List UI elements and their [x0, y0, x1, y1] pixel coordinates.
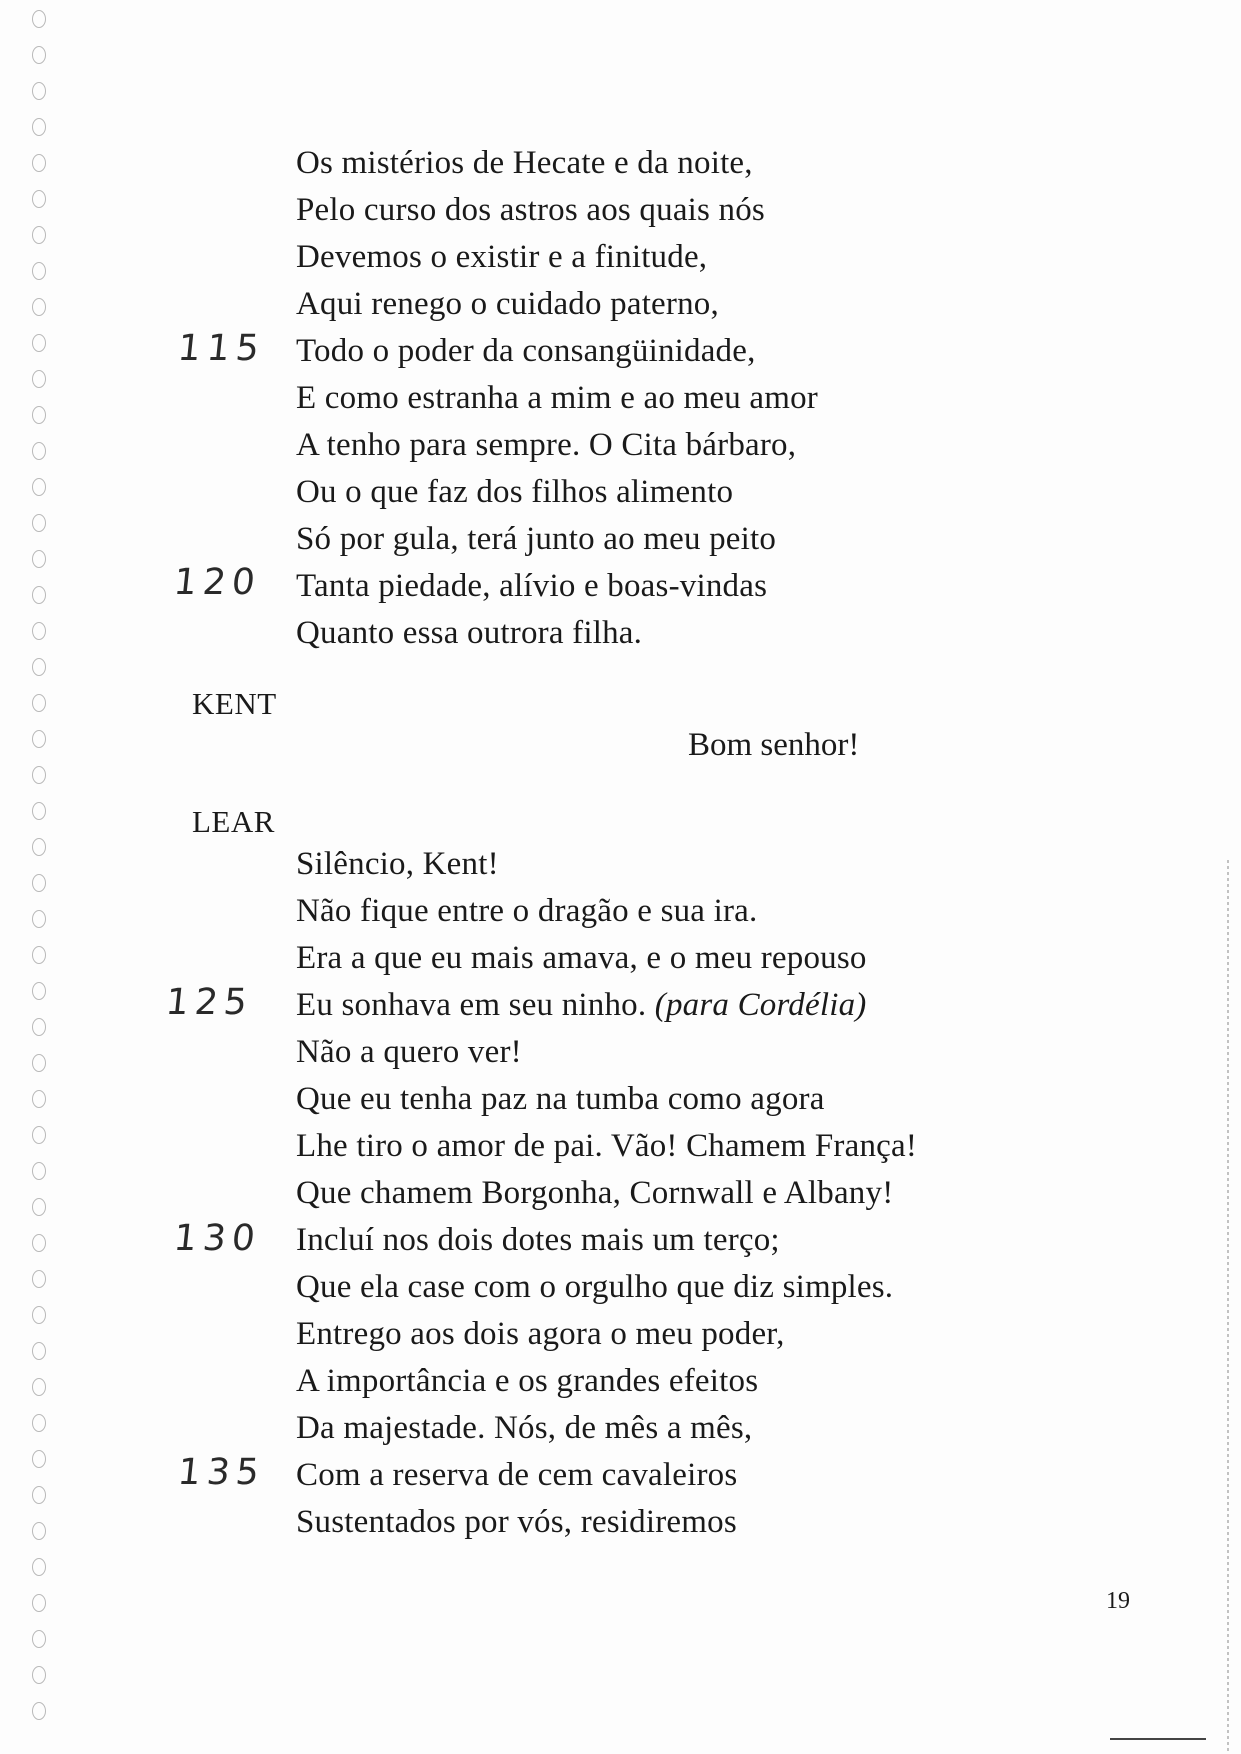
- speaker-name-lear: LEAR: [192, 804, 275, 839]
- binding-hole: [32, 1666, 46, 1684]
- stage-direction: (para Cordélia): [654, 987, 867, 1023]
- binding-hole: [32, 262, 46, 280]
- binding-hole: [32, 658, 46, 676]
- page-number: 19: [1106, 1588, 1130, 1614]
- binding-hole: [32, 1450, 46, 1468]
- scan-edge-bottom: [1110, 1738, 1206, 1740]
- scan-edge: [1227, 860, 1229, 1754]
- binding-hole: [32, 442, 46, 460]
- binding-hole: [32, 946, 46, 964]
- binding-hole: [32, 478, 46, 496]
- binding-hole: [32, 1522, 46, 1540]
- binding-hole: [32, 1234, 46, 1252]
- binding-hole: [32, 82, 46, 100]
- binding-hole: [32, 1558, 46, 1576]
- binding-hole: [32, 190, 46, 208]
- binding-hole: [32, 1018, 46, 1036]
- verse-line: Da majestade. Nós, de mês a mês,: [296, 1410, 753, 1446]
- binding-hole: [32, 1702, 46, 1720]
- verse-line: Com a reserva de cem cavaleiros: [296, 1457, 738, 1493]
- binding-hole: [32, 1126, 46, 1144]
- verse-line: Não a quero ver!: [296, 1034, 522, 1070]
- verse-line: Ou o que faz dos filhos alimento: [296, 474, 734, 510]
- binding-hole: [32, 370, 46, 388]
- binding-hole: [32, 1594, 46, 1612]
- binding-hole: [32, 154, 46, 172]
- verse-line: Devemos o existir e a finitude,: [296, 239, 708, 275]
- verse-line: Bom senhor!: [688, 727, 860, 763]
- binding-hole: [32, 1414, 46, 1432]
- binding-hole: [32, 802, 46, 820]
- binding-hole: [32, 1630, 46, 1648]
- margin-line-number: 135: [175, 1452, 267, 1493]
- verse-text: Eu sonhava em seu ninho.: [296, 987, 647, 1023]
- binding-hole: [32, 1306, 46, 1324]
- binding-hole: [32, 1090, 46, 1108]
- speaker-name-kent: KENT: [192, 686, 277, 721]
- verse-line: Quanto essa outrora filha.: [296, 615, 643, 651]
- binding-hole: [32, 622, 46, 640]
- verse-line: Que eu tenha paz na tumba como agora: [296, 1081, 825, 1117]
- verse-line: Só por gula, terá junto ao meu peito: [296, 521, 777, 557]
- binding-hole: [32, 982, 46, 1000]
- binding-hole: [32, 874, 46, 892]
- verse-line: Era a que eu mais amava, e o meu repouso: [296, 940, 867, 976]
- verse-line: Aqui renego o cuidado paterno,: [296, 286, 719, 322]
- verse-line: Tanta piedade, alívio e boas-vindas: [296, 568, 768, 604]
- binding-hole: [32, 550, 46, 568]
- verse-line: Entrego aos dois agora o meu poder,: [296, 1316, 785, 1352]
- binding-hole: [32, 1054, 46, 1072]
- binding-hole: [32, 838, 46, 856]
- verse-line: Que chamem Borgonha, Cornwall e Albany!: [296, 1175, 894, 1211]
- binding-hole: [32, 1270, 46, 1288]
- verse-line: Não fique entre o dragão e sua ira.: [296, 893, 758, 929]
- verse-line: Sustentados por vós, residiremos: [296, 1504, 737, 1540]
- binding-hole: [32, 46, 46, 64]
- binding-hole: [32, 1198, 46, 1216]
- verse-line: Pelo curso dos astros aos quais nós: [296, 192, 765, 228]
- binding-hole: [32, 10, 46, 28]
- verse-line: A tenho para sempre. O Cita bárbaro,: [296, 427, 797, 463]
- verse-line: Que ela case com o orgulho que diz simples.: [296, 1269, 894, 1305]
- binding-hole: [32, 226, 46, 244]
- verse-line: Silêncio, Kent!: [296, 846, 499, 882]
- binding-hole: [32, 334, 46, 352]
- binding-hole: [32, 766, 46, 784]
- binding-hole: [32, 910, 46, 928]
- verse-line: Lhe tiro o amor de pai. Vão! Chamem França!: [296, 1128, 918, 1164]
- margin-line-number: 120: [171, 562, 263, 603]
- binding-hole: [32, 514, 46, 532]
- verse-line: Todo o poder da consangüinidade,: [296, 333, 756, 369]
- binding-hole: [32, 1162, 46, 1180]
- binding-hole: [32, 406, 46, 424]
- binding-hole: [32, 118, 46, 136]
- verse-line: Os mistérios de Hecate e da noite,: [296, 145, 753, 181]
- binding-hole: [32, 586, 46, 604]
- binding-hole: [32, 1486, 46, 1504]
- binding-hole: [32, 1342, 46, 1360]
- binding-hole: [32, 730, 46, 748]
- verse-line: E como estranha a mim e ao meu amor: [296, 380, 818, 416]
- binding-hole: [32, 298, 46, 316]
- margin-line-number: 125: [163, 982, 255, 1023]
- margin-line-number: 115: [175, 328, 267, 369]
- binding-hole: [32, 694, 46, 712]
- binding-hole: [32, 1378, 46, 1396]
- verse-line: Incluí nos dois dotes mais um terço;: [296, 1222, 780, 1258]
- verse-line: [296, 985, 866, 1025]
- binding-holes: [28, 10, 58, 1750]
- margin-line-number: 130: [171, 1218, 263, 1259]
- verse-line: A importância e os grandes efeitos: [296, 1363, 759, 1399]
